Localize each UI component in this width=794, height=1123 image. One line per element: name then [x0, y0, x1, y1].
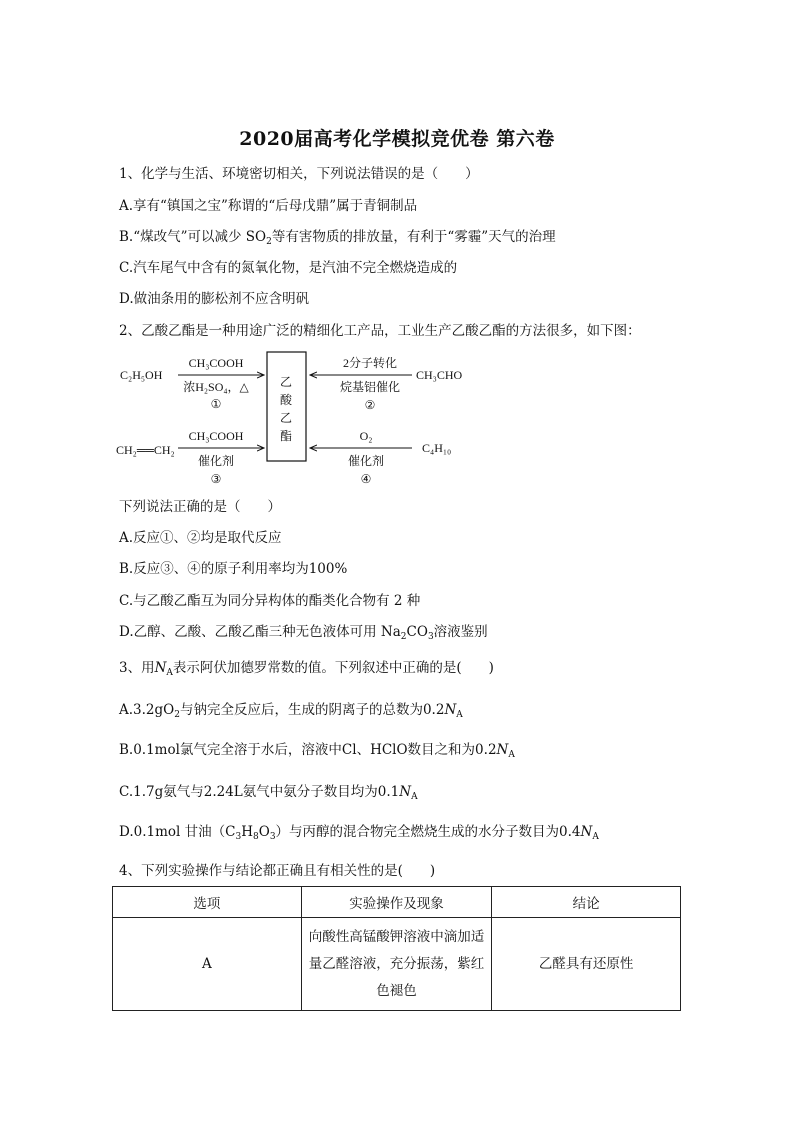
- r3-condition: 催化剂: [197, 454, 235, 468]
- header-conclusion: 结论: [492, 887, 681, 918]
- experiment-table: [112, 886, 681, 1011]
- q1-option-a: A.享有“镇国之宝”称谓的“后母戊鼎”属于青铜制品: [119, 198, 418, 214]
- q1-stem: 1、化学与生活、环境密切相关，下列说法错误的是（ ）: [119, 166, 479, 182]
- q3-option-b: B.0.1mol氯气完全溶于水后，溶液中Cl、HClO数目之和为$0.2N_A$: [119, 742, 515, 760]
- box-char-3: 乙: [279, 411, 293, 425]
- cell-conclusion: 乙醛具有还原性: [492, 918, 681, 1011]
- q1-option-c: C.汽车尾气中含有的氮氧化物，是汽油不完全燃烧造成的: [119, 260, 458, 276]
- q1-option-d: D.做油条用的膨松剂不应含明矾: [119, 291, 310, 307]
- reaction-scheme-diagram: [116, 346, 486, 496]
- q3-option-d: D.0.1mol 甘油$(C_3H_8O_3)$与丙醇的混合物完全燃烧生成的水分子数目为$0.4N_A$: [119, 824, 599, 842]
- q2-option-a: A.反应①、②均是取代反应: [119, 530, 282, 546]
- r2-number: ②: [364, 398, 376, 412]
- header-option: 选项: [113, 887, 302, 918]
- ethylene-label: CH₂══CH₂: [116, 443, 175, 457]
- table-row: [113, 918, 681, 1011]
- q2-option-c: C.与乙酸乙酯互为同分异构体的酯类化合物有 2 种: [119, 593, 421, 609]
- page-title: 2020届高考化学模拟竞优卷 第六卷: [239, 128, 555, 150]
- q2-option-d: D.乙醇、乙酸、乙酸乙酯三种无色液体可用 $Na_2CO_3$溶液鉴别: [119, 624, 488, 642]
- r2-condition-below: 烷基铝催化: [339, 380, 401, 394]
- acetaldehyde-label: CH₃CHO: [416, 368, 463, 382]
- q2-option-b: B.反应③、④的原子利用率均为100%: [119, 561, 348, 577]
- q4-stem: 4、下列实验操作与结论都正确且有相关性的是( ): [119, 863, 436, 879]
- table-header-row: [113, 887, 681, 918]
- header-operation: 实验操作及现象: [301, 887, 492, 918]
- cell-option: A: [113, 918, 302, 1011]
- q2-stem: 2、乙酸乙酯是一种用途广泛的精细化工产品，工业生产乙酸乙酯的方法很多，如下图：: [119, 323, 641, 339]
- r3-reagent: CH₃COOH: [188, 429, 244, 443]
- r1-reagent: CH₃COOH: [188, 356, 244, 370]
- butane-label: C₄H₁₀: [422, 441, 452, 455]
- q3-option-c: C.1.7g氨气与2.24L氨气中氨分子数目均为$0.1N_A$: [119, 784, 418, 802]
- r4-reagent: O₂: [359, 429, 373, 443]
- r2-condition-above: 2分子转化: [342, 356, 398, 370]
- box-char-1: 乙: [279, 375, 293, 389]
- r4-number: ④: [360, 472, 372, 486]
- q2-prompt: 下列说法正确的是（ ）: [119, 499, 281, 515]
- r1-number: ①: [210, 397, 222, 411]
- cell-operation: 向酸性高锰酸钾溶液中滴加适量乙醛溶液，充分振荡，紫红色褪色: [301, 918, 492, 1011]
- r1-condition: 浓H₂SO₄，△: [183, 380, 249, 394]
- r4-condition: 催化剂: [347, 454, 385, 468]
- box-char-4: 酯: [279, 429, 293, 443]
- r3-number: ③: [210, 472, 222, 486]
- q1-option-b: B.“煤改气”可以减少 $SO_2$等有害物质的排放量，有利于“雾霾”天气的治理: [119, 229, 556, 247]
- q3-stem: 3、用$N_A$表示阿伏加德罗常数的值。下列叙述中正确的是( ): [119, 660, 494, 678]
- q3-option-a: $A.3.2gO_2$与钠完全反应后，生成的阴离子的总数为$0.2N_A$: [119, 702, 463, 720]
- ethanol-label: C₂H₅OH: [120, 368, 163, 382]
- box-char-2: 酸: [279, 393, 293, 407]
